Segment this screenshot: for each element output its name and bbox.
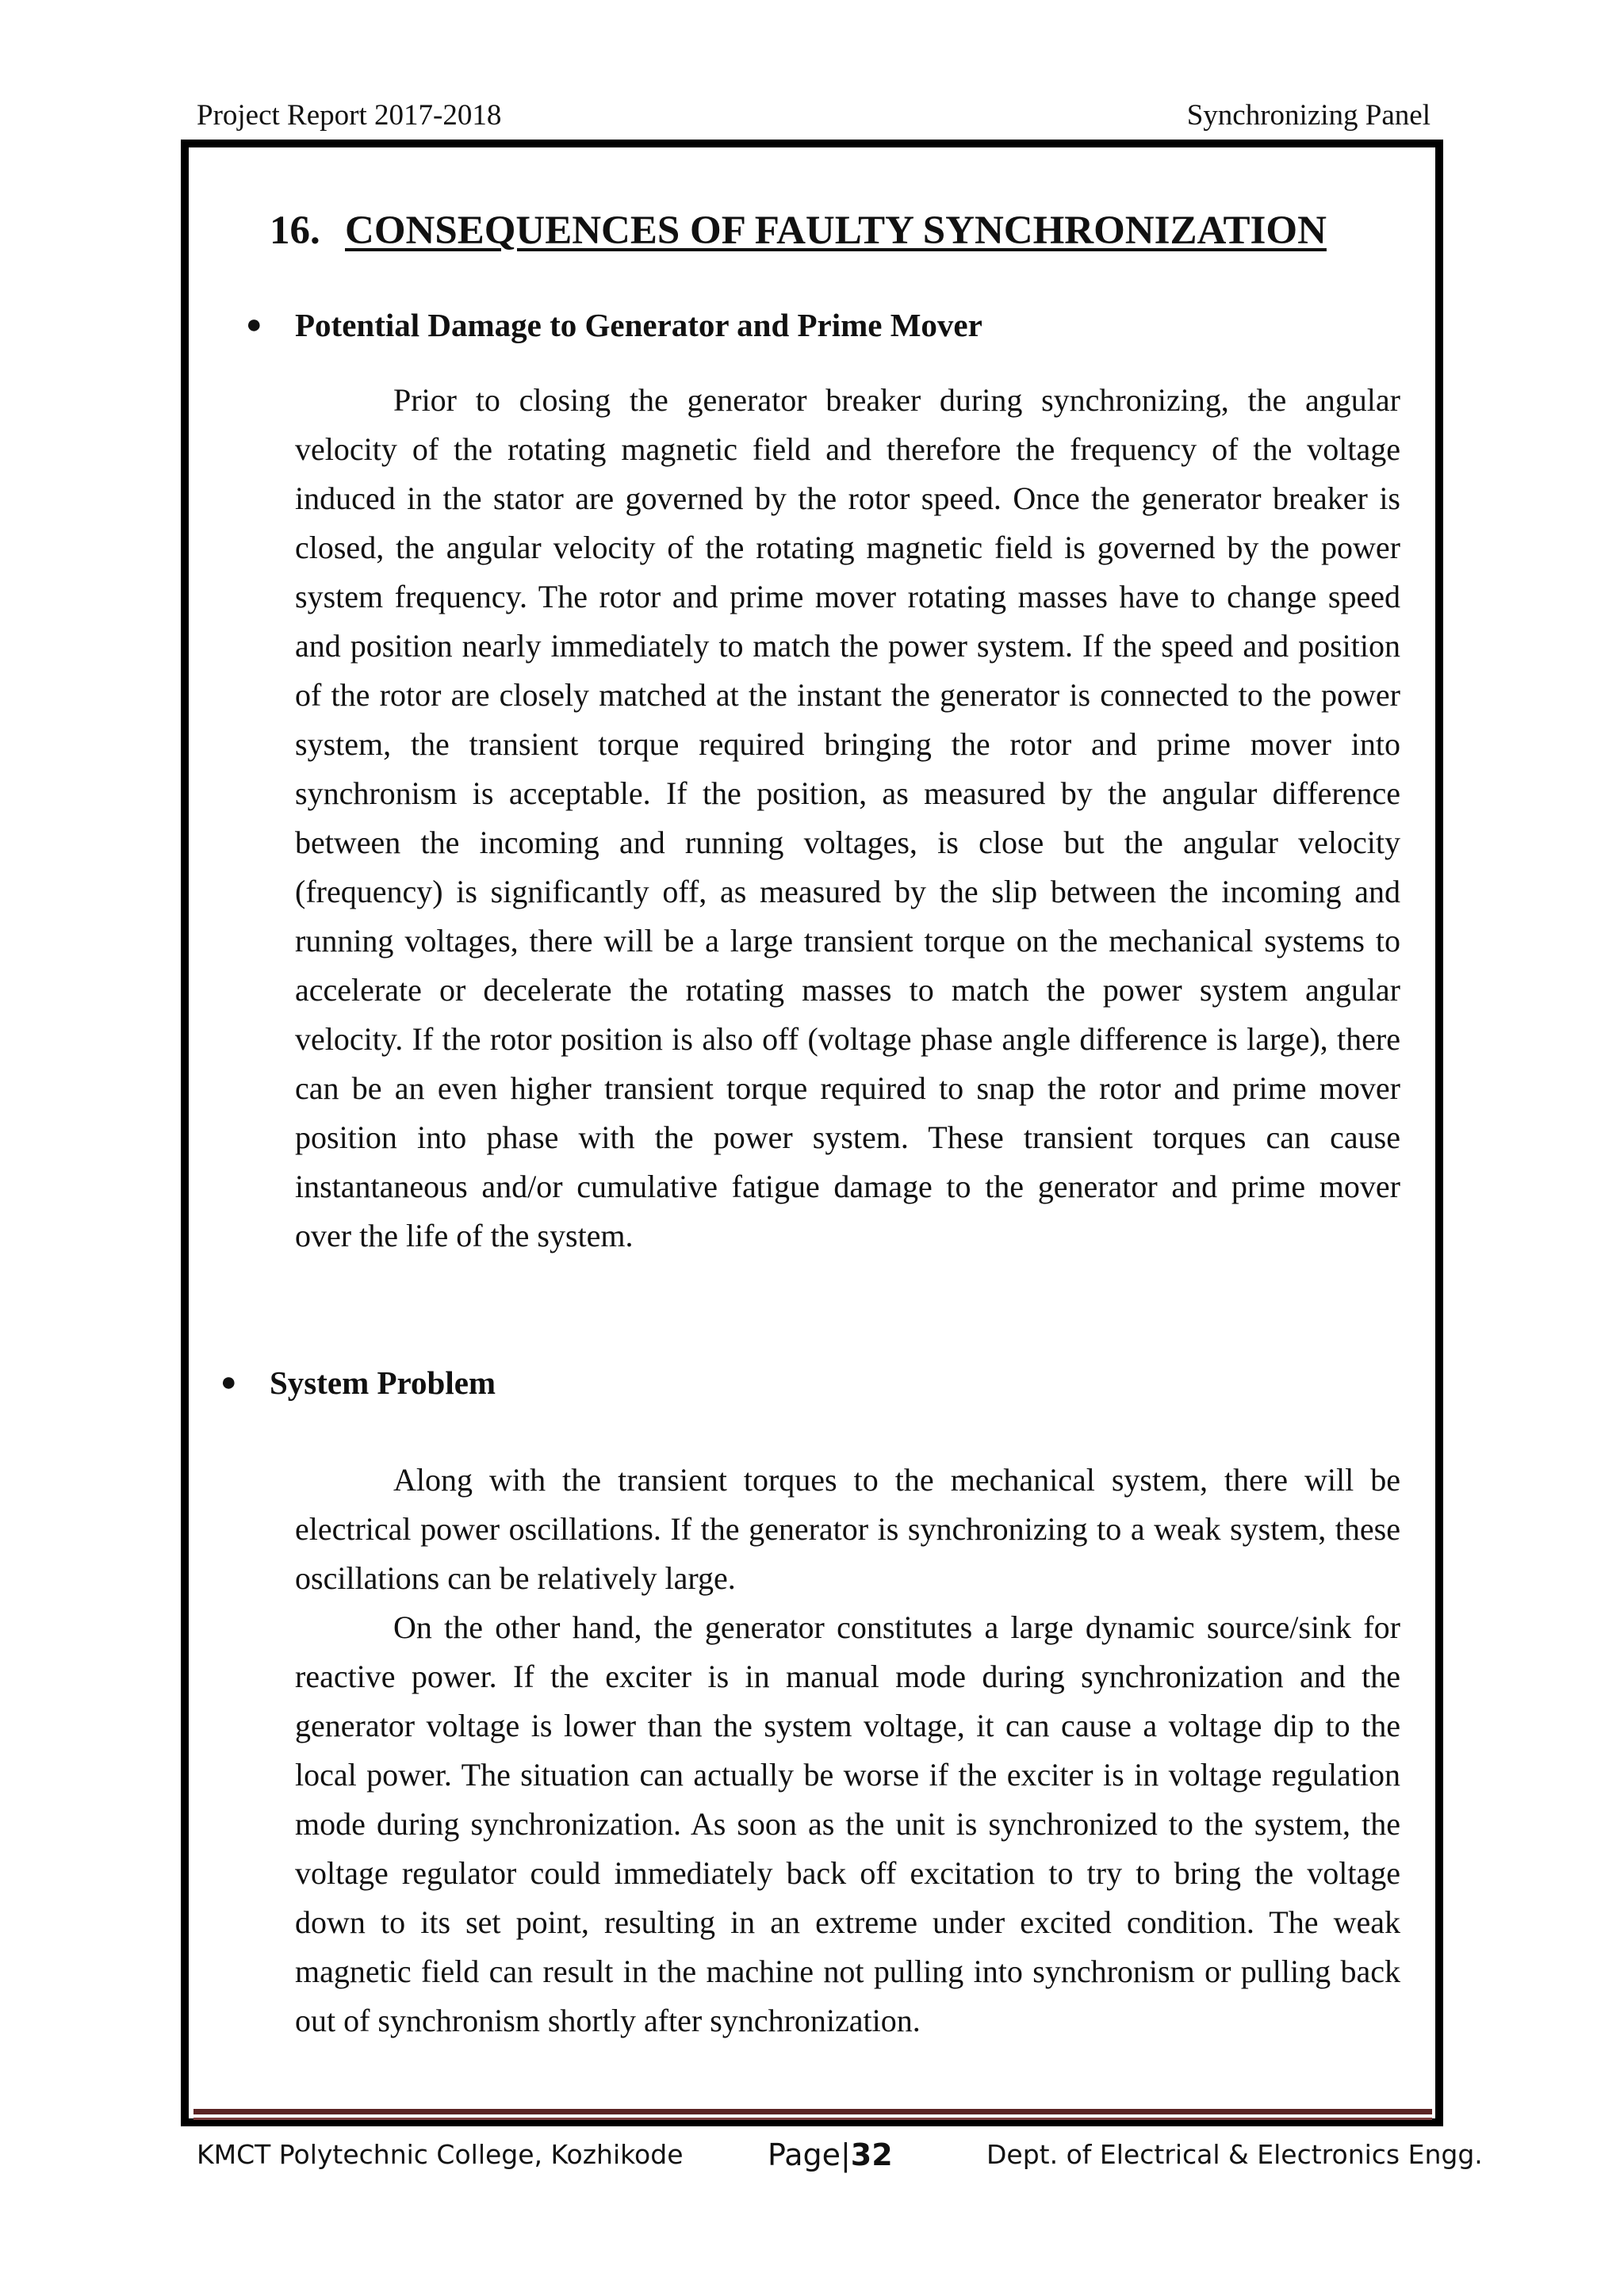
section-heading-text: Potential Damage to Generator and Prime Mover — [295, 307, 982, 343]
footer-rule-thin — [193, 2118, 1432, 2120]
section-heading-system — [220, 1359, 496, 1406]
running-header-left: Project Report 2017-2018 — [197, 99, 502, 132]
footer-page-number — [768, 2137, 893, 2172]
section-heading-text: System Problem — [270, 1364, 496, 1401]
paragraph-damage: Prior to closing the generator breaker during synchronizing, the angular velocity of the rotating magnetic field and therefore the frequency of the voltage induced in the stator are governed by the rotor speed. Once the generator breaker is closed, the angular velocity of the rotating magnetic field is governed by the power system frequency. The rotor and prime mover rotating masses have to change speed and position nearly immediately to match the power system. If the speed and position of the rotor are closely matched at the instant the generator is connected to the power system, the transient torque required bringing the rotor and prime mover into synchronism is acceptable. If the position, as measured by the angular difference between the incoming and running voltages, is close but the angular velocity (frequency) is significantly off, as measured by the slip between the incoming and running voltages, there will be a large transient torque on the mechanical systems to accelerate or decelerate the rotating masses to match the power system angular velocity. If the rotor position is also off (voltage phase angle difference is large), there can be an even higher transient torque required to snap the rotor and prime mover position into phase with the power system. These transient torques can cause instantaneous and/or cumulative fatigue damage to the generator and prime mover over the life of the system. — [295, 382, 1400, 1253]
footer-rule — [193, 2109, 1432, 2114]
footer-college: KMCT Polytechnic College, Kozhikode — [197, 2139, 684, 2170]
chapter-heading — [270, 203, 1327, 258]
page-label: Page| — [768, 2137, 851, 2172]
footer-department: Dept. of Electrical & Electronics Engg. — [986, 2139, 1483, 2170]
paragraph-system-1: Along with the transient torques to the mechanical system, there will be electrical power oscillations. If the generator is synchronizing to a weak system, these oscillations can be relatively large. — [295, 1462, 1400, 1596]
running-header-right: Synchronizing Panel — [1186, 99, 1431, 132]
paragraph-system-2: On the other hand, the generator constitutes a large dynamic source/sink for reactive power. If the exciter is in manual mode during synchronization and the generator voltage is lower than the system voltage, it can cause a voltage dip to the local power. The situation can actually be worse if the exciter is in voltage regulation mode during synchronization. As soon as the unit is synchronized to the system, the voltage regulator could immediately back off excitation to try to bring the voltage down to its set point, resulting in an extreme under excited condition. The weak magnetic field can result in the machine not pulling into synchronism or pulling back out of synchronism shortly after synchronization. — [295, 1609, 1400, 2038]
bullet-icon: ● — [220, 1368, 237, 1397]
section-heading-damage — [246, 301, 982, 349]
bullet-icon: ● — [246, 310, 262, 339]
chapter-title: CONSEQUENCES OF FAULTY SYNCHRONIZATION — [345, 209, 1327, 253]
chapter-number: 16. — [270, 209, 320, 253]
page-number: 32 — [850, 2137, 893, 2172]
